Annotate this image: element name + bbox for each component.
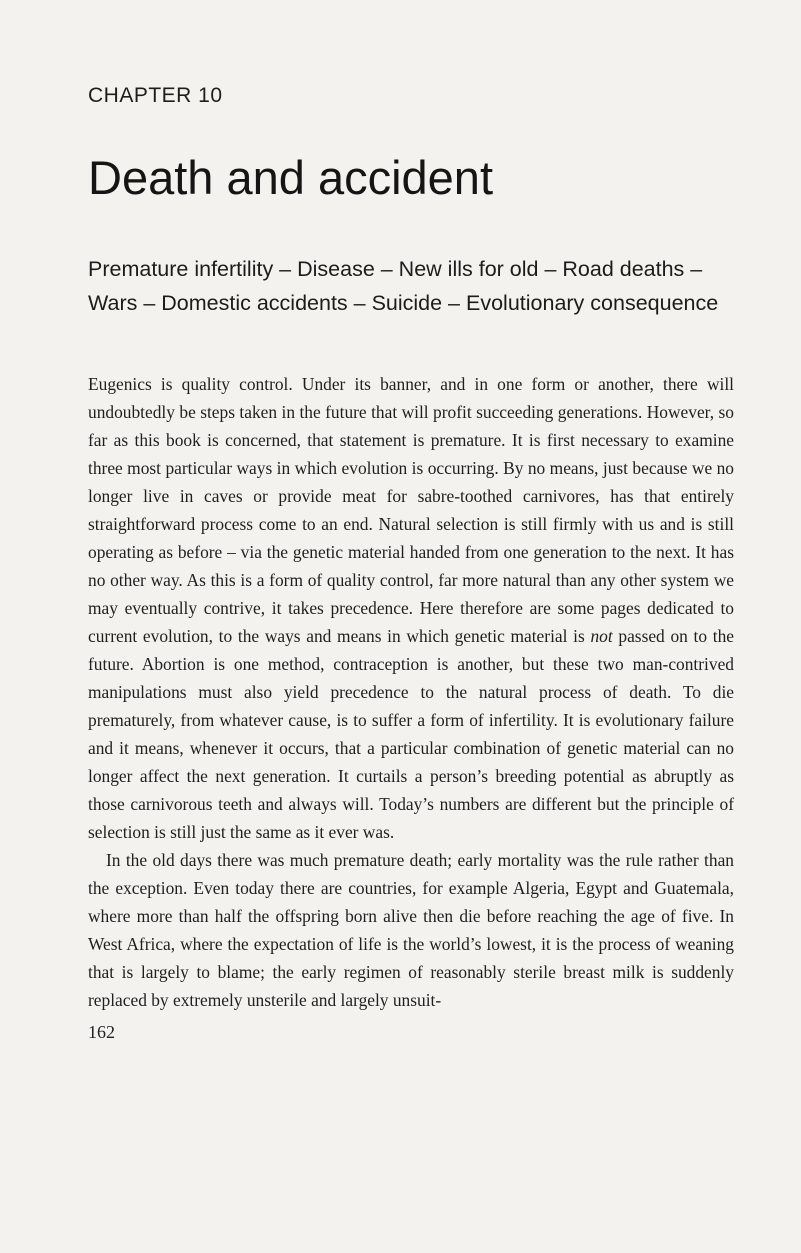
body-text — [88, 370, 734, 1014]
chapter-label: CHAPTER 10 — [88, 84, 223, 107]
emphasized-text: not — [590, 626, 613, 646]
chapter-subtitle: Premature infertility – Disease – New ills for old – Road deaths – Wars – Domestic accidents – Suicide – Evolutionary consequence — [88, 257, 719, 315]
book-page — [88, 0, 734, 1253]
chapter-title: Death and accident — [88, 151, 494, 204]
paragraph-text: Eugenics is quality control. Under its banner, and in one form or another, there will undoubtedly be steps taken in the future that will profit succeeding generations. However, so far as this book is concerned, that statement is premature. It is first necessary to examine three most particular ways in which evolution is occurring. By no means, just because we no longer live in caves or provide meat for sabre-toothed carnivores, has that entirely straightforward process come to an end. Natural selection is still firmly with us and is still operating as before – via the genetic material handed from one generation to the next. It has no other way. As this is a form of quality control, far more natural than any other system we may eventually contrive, it takes precedence. Here therefore are some pages dedicated to current evolution, to the ways and means in which genetic material is — [88, 374, 734, 646]
paragraph: In the old days there was much premature death; early mortality was the rule rather than the exception. Even today there are countries, for example Algeria, Egypt and Guatemala, where more than half the offspring born alive then die before reaching the age of five. In West Africa, where the expectation of life is the world’s lowest, it is the process of weaning that is largely to blame; the early regimen of reasonably sterile breast milk is suddenly replaced by extremely unsterile and largely unsuit- — [88, 850, 734, 1010]
page-number: 162 — [88, 1022, 115, 1042]
paragraph — [88, 370, 734, 846]
paragraph-text: passed on to the future. Abortion is one method, contraception is another, but these two man-contrived manipulations must also yield precedence to the natural process of death. To die prematurely, from whatever cause, is to suffer a form of infertility. It is evolutionary failure and it means, whenever it occurs, that a particular combination of genetic material can no longer affect the next generation. It curtails a person’s breeding potential as abruptly as those carnivorous teeth and always will. Today’s numbers are different but the principle of selection is still just the same as it ever was. — [88, 626, 734, 842]
